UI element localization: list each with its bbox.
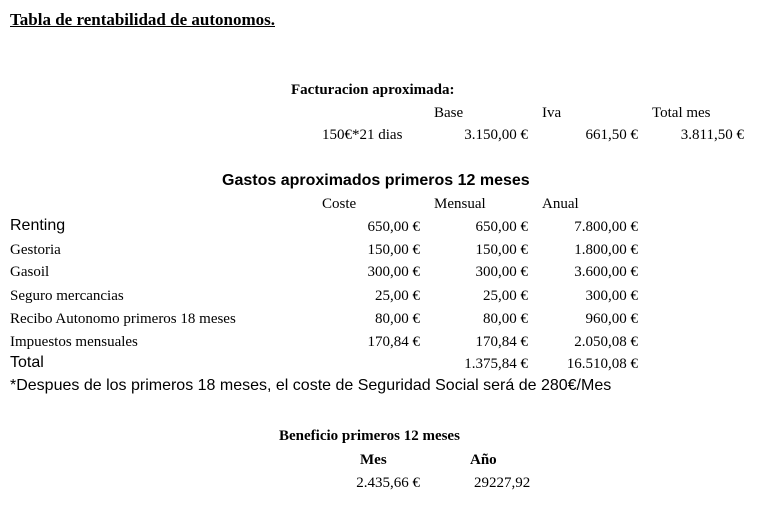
beneficio-heading: Beneficio primeros 12 meses xyxy=(279,428,460,444)
gastos-total-mensual: 1.375,84 € xyxy=(464,356,528,372)
gastos-row-anual: 1.800,00 € xyxy=(574,242,638,258)
beneficio-header-mes: Mes xyxy=(360,452,387,468)
gastos-row-anual: 7.800,00 € xyxy=(574,219,638,235)
gastos-row-label: Renting xyxy=(10,217,66,234)
gastos-row-mensual: 300,00 € xyxy=(475,264,528,280)
facturacion-base-value: 3.150,00 € xyxy=(464,127,528,143)
gastos-row-coste: 300,00 € xyxy=(367,264,420,280)
beneficio-mes-value: 2.435,66 € xyxy=(356,475,420,491)
facturacion-header-base: Base xyxy=(434,105,464,121)
gastos-row-mensual: 170,84 € xyxy=(475,334,528,350)
gastos-total-anual: 16.510,08 € xyxy=(566,356,638,372)
gastos-row-coste: 150,00 € xyxy=(367,242,420,258)
gastos-row-mensual: 25,00 € xyxy=(483,288,528,304)
facturacion-header-total: Total mes xyxy=(652,105,711,121)
gastos-row-anual: 2.050,08 € xyxy=(574,334,638,350)
beneficio-anio-value: 29227,92 xyxy=(474,475,531,491)
gastos-row-label: Gasoil xyxy=(10,264,50,280)
facturacion-total-value: 3.811,50 € xyxy=(680,127,744,143)
facturacion-header-iva: Iva xyxy=(542,105,562,121)
gastos-row-mensual: 150,00 € xyxy=(475,242,528,258)
gastos-heading: Gastos aproximados primeros 12 meses xyxy=(222,172,530,189)
gastos-row-mensual: 80,00 € xyxy=(483,311,528,327)
facturacion-row-label: 150€*21 dias xyxy=(322,127,403,143)
gastos-row-coste: 650,00 € xyxy=(367,219,420,235)
gastos-row-anual: 960,00 € xyxy=(585,311,638,327)
gastos-header-mensual: Mensual xyxy=(434,196,486,212)
gastos-row-anual: 300,00 € xyxy=(585,288,638,304)
gastos-header-coste: Coste xyxy=(322,196,357,212)
gastos-row-label: Gestoria xyxy=(10,242,61,258)
gastos-row-anual: 3.600,00 € xyxy=(574,264,638,280)
gastos-row-mensual: 650,00 € xyxy=(475,219,528,235)
gastos-header-anual: Anual xyxy=(542,196,579,212)
gastos-total-label: Total xyxy=(10,354,44,371)
gastos-row-label: Recibo Autonomo primeros 18 meses xyxy=(10,311,236,327)
beneficio-header-anio: Año xyxy=(470,452,497,468)
gastos-row-coste: 25,00 € xyxy=(375,288,420,304)
gastos-row-label: Seguro mercancias xyxy=(10,288,124,304)
gastos-row-coste: 170,84 € xyxy=(367,334,420,350)
facturacion-iva-value: 661,50 € xyxy=(585,127,638,143)
gastos-note: *Despues de los primeros 18 meses, el coste de Seguridad Social será de 280€/Mes xyxy=(10,377,612,394)
facturacion-heading: Facturacion aproximada: xyxy=(291,82,455,98)
page-title: Tabla de rentabilidad de autonomos. xyxy=(10,10,275,29)
gastos-row-label: Impuestos mensuales xyxy=(10,334,138,350)
gastos-row-coste: 80,00 € xyxy=(375,311,420,327)
